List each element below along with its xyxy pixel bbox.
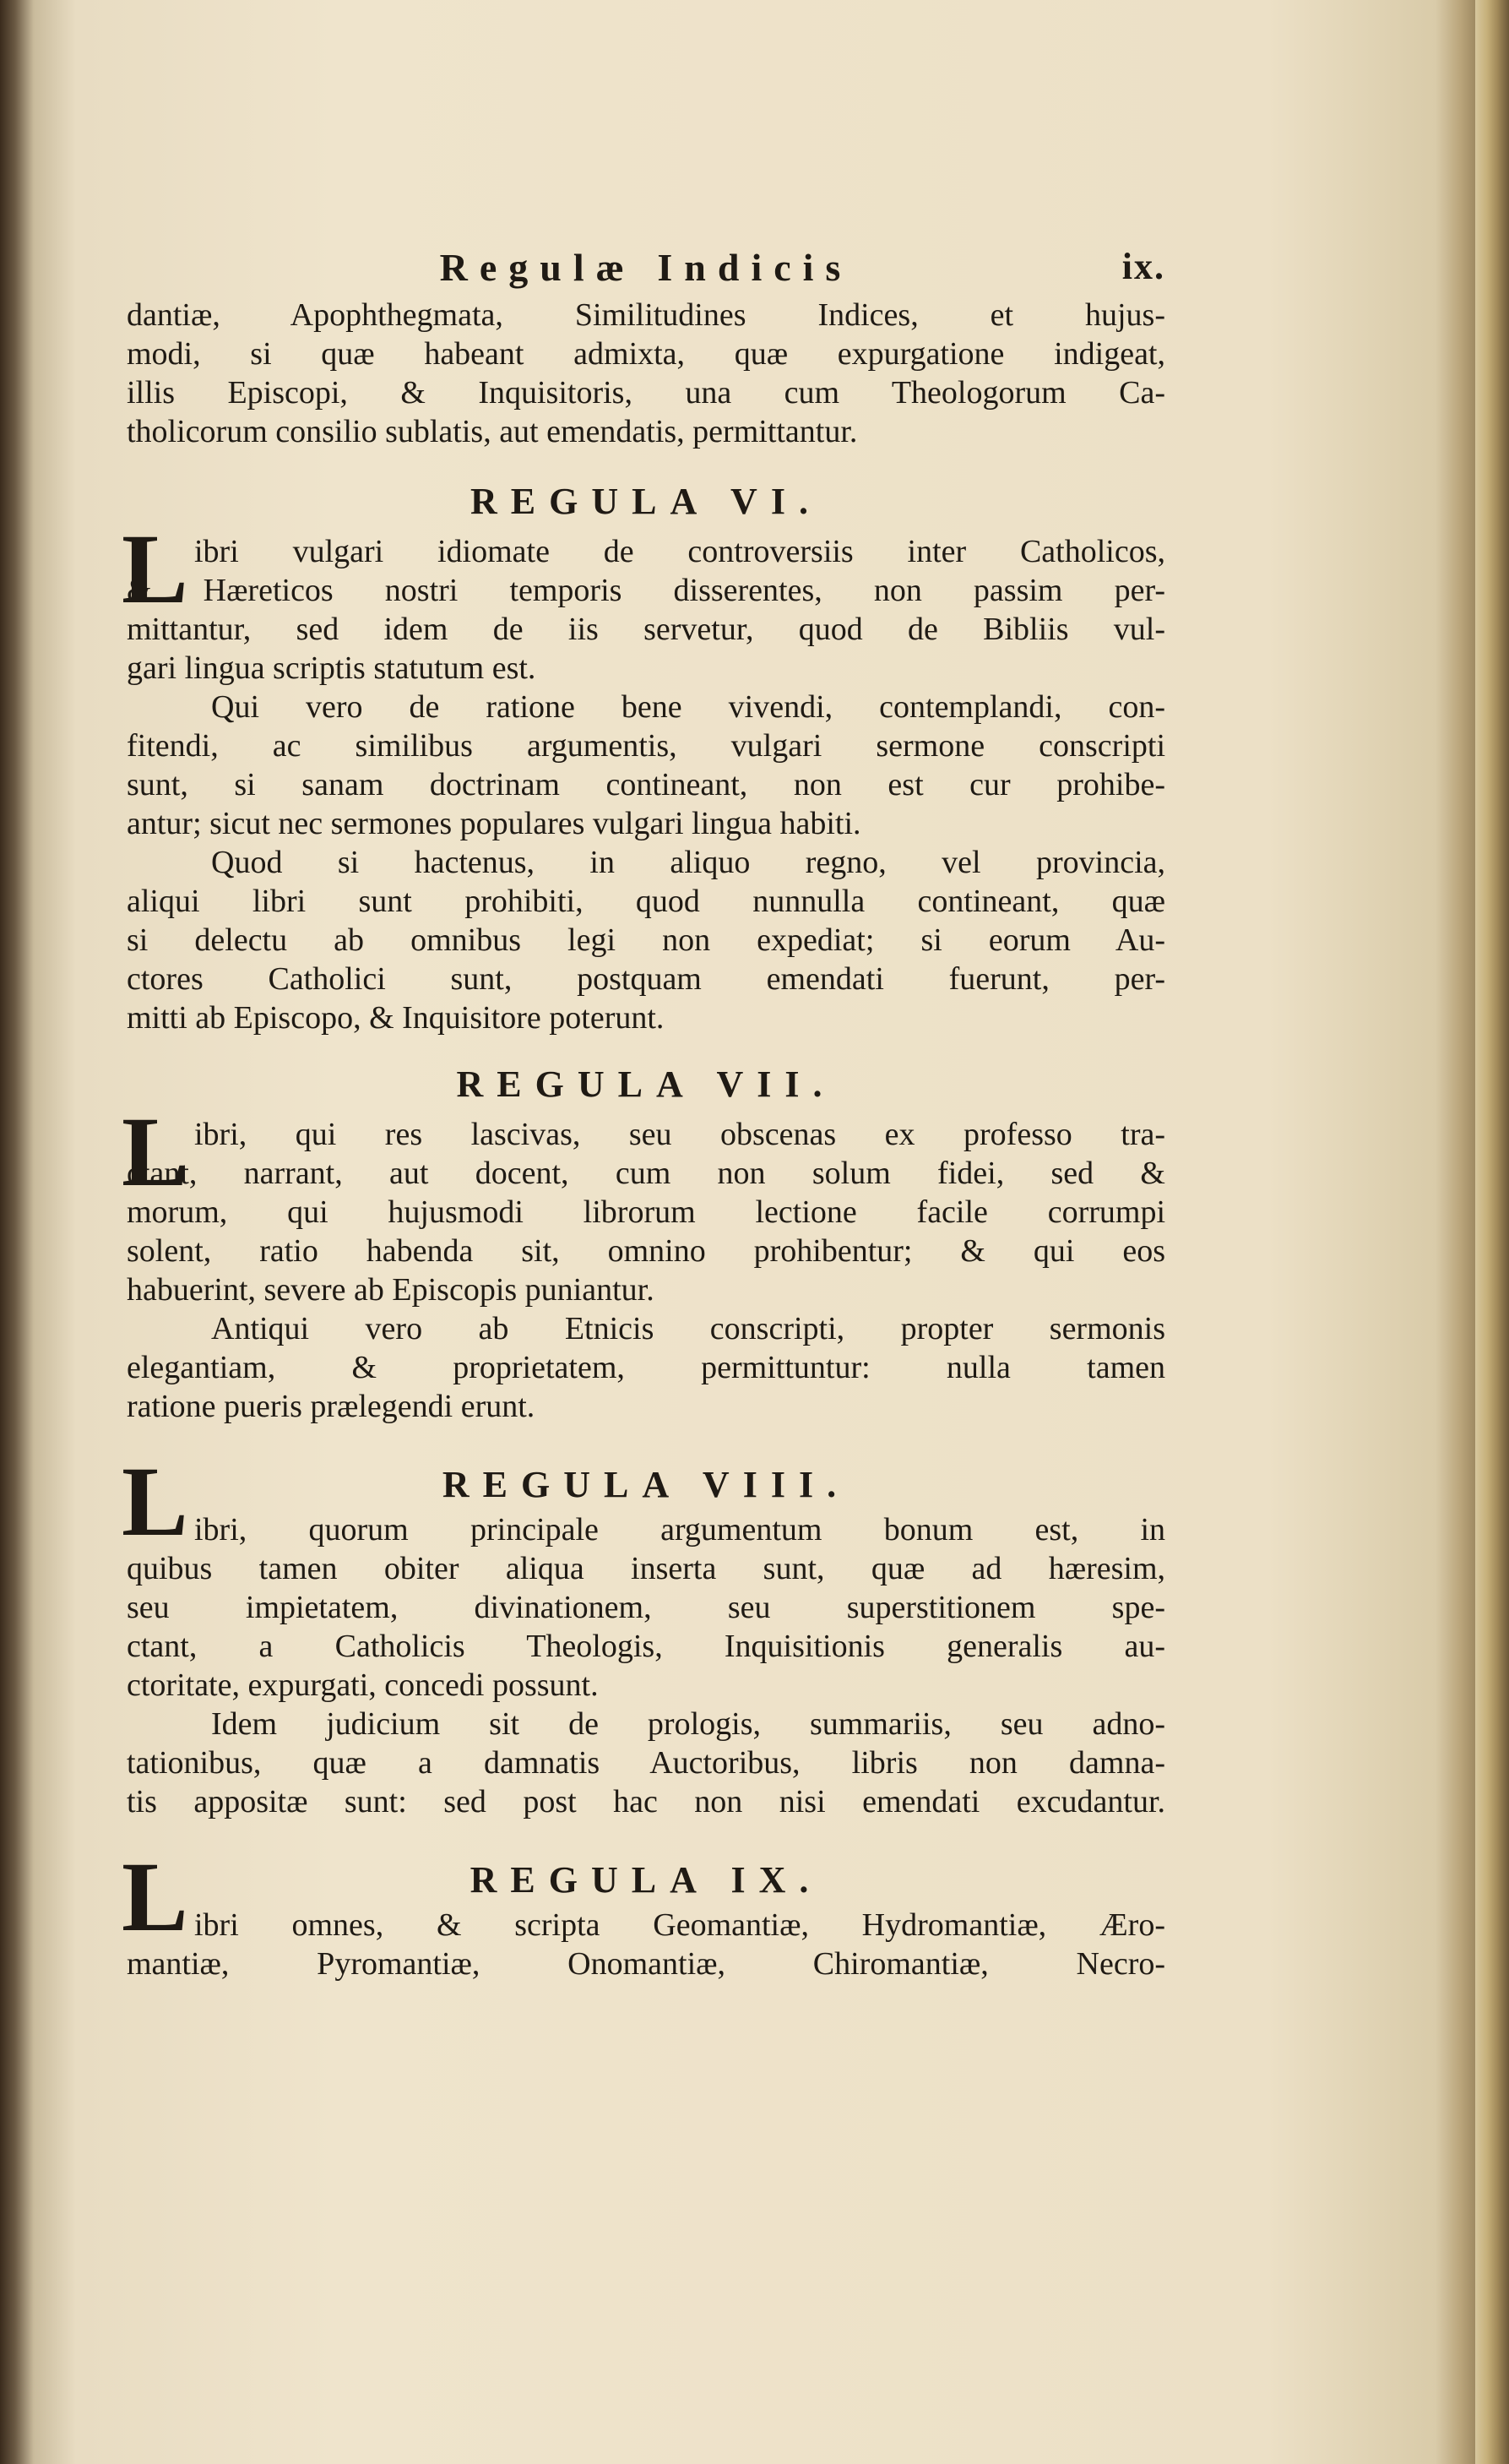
drop-cap: L (122, 514, 188, 624)
text-line: mitti ab Episcopo, & Inquisitore poterunt. (127, 1000, 665, 1036)
text-line: Idem judicium sit de prologis, summariis, seu adno- (211, 1706, 1165, 1742)
section-heading: REGULA IX. (470, 1859, 822, 1901)
section-heading: REGULA VIII. (442, 1464, 850, 1505)
section-regula-viii (122, 1446, 1165, 1821)
text-line: modi, si quæ habeant admixta, quæ expurgatione indigeat, (127, 336, 1165, 372)
text-line: elegantiam, & proprietatem, permittuntur: nulla tamen (127, 1350, 1165, 1385)
drop-cap: L (122, 1446, 188, 1557)
opening-paragraph (127, 296, 1165, 451)
drop-cap: L (122, 1096, 188, 1207)
text-line: solent, ratio habenda sit, omnino prohibentur; & qui eos (127, 1233, 1165, 1269)
text-line: & Hæreticos nostri temporis disserentes, non passim per- (127, 573, 1165, 608)
section-heading: REGULA VII. (456, 1063, 836, 1105)
text-line: ibri omnes, & scripta Geomantiæ, Hydromantiæ, Æro- (194, 1907, 1165, 1943)
text-line: gari lingua scriptis statutum est. (127, 650, 536, 686)
text-line: seu impietatem, divinationem, seu superstitionem spe- (127, 1590, 1165, 1625)
text-line: quibus tamen obiter aliqua inserta sunt, quæ ad hæresim, (127, 1551, 1165, 1586)
text-line: ibri, qui res lascivas, seu obscenas ex professo tra- (194, 1117, 1165, 1152)
text-line: ctant, a Catholicis Theologis, Inquisitionis generalis au- (127, 1629, 1165, 1664)
running-header (127, 245, 1165, 296)
text-line: ratione pueris prælegendi erunt. (127, 1389, 535, 1424)
text-line: tholicorum consilio sublatis, aut emendatis, permittantur. (127, 414, 858, 449)
drop-cap: L (122, 1841, 188, 1952)
section-heading: REGULA VI. (470, 481, 822, 522)
text-line: ctores Catholici sunt, postquam emendati fuerunt, per- (127, 961, 1165, 997)
text-line: antur; sicut nec sermones populares vulgari lingua habiti. (127, 806, 861, 841)
text-line: morum, qui hujusmodi librorum lectione facile corrumpi (127, 1194, 1165, 1230)
text-line: mantiæ, Pyromantiæ, Onomantiæ, Chiromantiæ, Necro- (127, 1946, 1165, 1982)
text-line: sunt, si sanam doctrinam contineant, non est cur prohibe- (127, 767, 1165, 802)
text-line: ctant, narrant, aut docent, cum non solum fidei, sed & (127, 1156, 1165, 1191)
text-line: Qui vero de ratione bene vivendi, contemplandi, con- (211, 689, 1165, 725)
book-page (122, 245, 1165, 1983)
section-regula-ix (122, 1841, 1165, 1983)
running-title: Regulæ Indicis (439, 246, 853, 289)
section-regula-vi (122, 476, 1165, 1037)
text-line: Antiqui vero ab Etnicis conscripti, propter sermonis (211, 1311, 1165, 1346)
text-line: ibri vulgari idiomate de controversiis inter Catholicos, (194, 534, 1165, 569)
text-line: habuerint, severe ab Episcopis puniantur. (127, 1272, 654, 1308)
page-number: ix. (1121, 246, 1165, 287)
text-line: dantiæ, Apophthegmata, Similitudines Indices, et hujus- (127, 297, 1165, 333)
text-line: tis appositæ sunt: sed post hac non nisi emendati excudantur. (127, 1784, 1165, 1819)
text-line: si delectu ab omnibus legi non expediat; si eorum Au- (127, 922, 1165, 958)
text-line: ibri, quorum principale argumentum bonum est, in (194, 1512, 1165, 1547)
text-line: ctoritate, expurgati, concedi possunt. (127, 1667, 599, 1703)
text-line: illis Episcopi, & Inquisitoris, una cum Theologorum Ca- (127, 375, 1165, 411)
section-regula-vii (122, 1059, 1165, 1426)
text-line: aliqui libri sunt prohibiti, quod nunnulla contineant, quæ (127, 884, 1165, 919)
text-line: tationibus, quæ a damnatis Auctoribus, libris non damna- (127, 1745, 1165, 1781)
text-line: fitendi, ac similibus argumentis, vulgari sermone conscripti (127, 728, 1165, 764)
text-line: Quod si hactenus, in aliquo regno, vel provincia, (211, 845, 1165, 880)
page-fore-edge (1475, 0, 1509, 2464)
text-line: mittantur, sed idem de iis servetur, quod de Bibliis vul- (127, 612, 1165, 647)
